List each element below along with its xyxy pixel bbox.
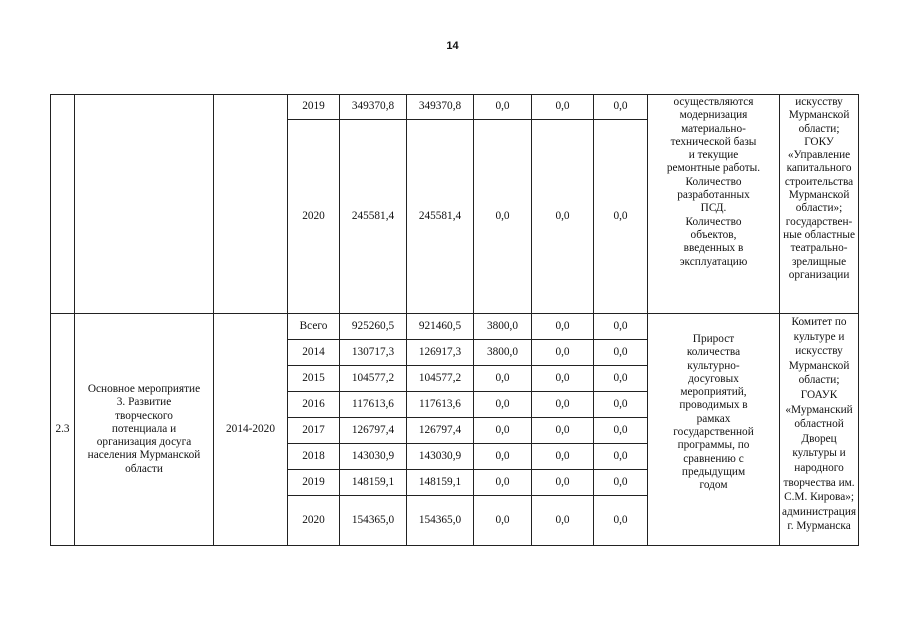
indicator-line: рамках [696, 412, 731, 425]
indicator-line: и текущие [688, 149, 739, 162]
indicator-line: объектов, [690, 228, 737, 241]
indicator-line: культурно- [687, 359, 740, 372]
indicator-cell [648, 95, 780, 314]
executor-line: администрация [782, 505, 857, 518]
activity-name [75, 314, 214, 546]
total-cell: 117613,6 [340, 392, 407, 418]
local-budget-cell: 0,0 [532, 392, 594, 418]
executor-line: культуры и [792, 447, 846, 460]
federal-budget-cell: 0,0 [474, 366, 532, 392]
year-cell: 2015 [288, 366, 340, 392]
indicator-line: осуществляются [673, 96, 754, 108]
regional-budget-cell: 921460,5 [407, 314, 474, 340]
other-sources-cell: 0,0 [594, 444, 648, 470]
total-cell: 148159,1 [340, 470, 407, 496]
federal-budget-cell: 0,0 [474, 444, 532, 470]
executor-line: искусству [795, 96, 843, 108]
indicator-line: материально- [681, 122, 746, 135]
activity-name-line: 3. Развитие [116, 396, 172, 409]
indicator-line: Прирост [692, 333, 735, 345]
federal-budget-cell: 3800,0 [474, 340, 532, 366]
year-cell: 2020 [288, 496, 340, 546]
year-cell: 2014 [288, 340, 340, 366]
federal-budget-cell: 3800,0 [474, 314, 532, 340]
executor-line: «Управление [787, 149, 851, 162]
local-budget-cell: 0,0 [532, 95, 594, 120]
name-cell-empty [75, 95, 214, 314]
indicator-line: государственной [673, 426, 754, 439]
other-sources-cell: 0,0 [594, 470, 648, 496]
activity-name-line: организация досуга [96, 436, 192, 449]
year-cell: 2020 [288, 120, 340, 314]
year-cell: 2016 [288, 392, 340, 418]
indicator-line: ремонтные работы. [666, 162, 761, 175]
executor-line: Мурманской [788, 359, 850, 372]
local-budget-cell: 0,0 [532, 340, 594, 366]
indicator-line: мероприятий, [680, 386, 747, 399]
period-cell-empty [214, 95, 288, 314]
executor-line: строительства [784, 175, 854, 188]
total-cell: 126797,4 [340, 418, 407, 444]
executor-line: области; [798, 374, 840, 387]
indicator-line: эксплуатацию [679, 255, 748, 268]
local-budget-cell: 0,0 [532, 418, 594, 444]
local-budget-cell: 0,0 [532, 120, 594, 314]
executor-line: Мурманской [788, 189, 850, 202]
indicator-line: разработанных [677, 189, 750, 202]
executor-cell [780, 95, 859, 314]
other-sources-cell: 0,0 [594, 120, 648, 314]
regional-budget-cell: 104577,2 [407, 366, 474, 392]
indicator-line: модернизация [679, 109, 748, 122]
executor-line: г. Мурманска [787, 520, 851, 533]
indicator-line: досуговых [688, 372, 739, 385]
other-sources-cell: 0,0 [594, 314, 648, 340]
regional-budget-cell: 349370,8 [407, 95, 474, 120]
executor-line: области; [798, 122, 840, 135]
regional-budget-cell: 126917,3 [407, 340, 474, 366]
regional-budget-cell: 245581,4 [407, 120, 474, 314]
year-cell: 2019 [288, 95, 340, 120]
year-cell: 2019 [288, 470, 340, 496]
indicator-line: программы, по [677, 439, 750, 452]
activity-name-line: населения Мурманской [87, 449, 201, 462]
executor-line: С.М. Кирова»; [784, 491, 854, 504]
table-row [51, 95, 859, 120]
other-sources-cell: 0,0 [594, 496, 648, 546]
year-cell: 2018 [288, 444, 340, 470]
activity-name-line: потенциала и [111, 422, 177, 435]
executor-line: театрально- [790, 242, 848, 255]
executor-line: ные областные [783, 228, 855, 241]
other-sources-cell: 0,0 [594, 95, 648, 120]
indicator-line: Количество [685, 215, 742, 228]
regional-budget-cell: 117613,6 [407, 392, 474, 418]
other-sources-cell: 0,0 [594, 392, 648, 418]
total-cell: 104577,2 [340, 366, 407, 392]
indicator-line: количества [686, 346, 741, 359]
regional-budget-cell: 148159,1 [407, 470, 474, 496]
indicator-line: Количество [685, 175, 742, 188]
executor-line: народного [794, 461, 844, 474]
page-number: 14 [446, 40, 459, 52]
federal-budget-cell: 0,0 [474, 392, 532, 418]
year-cell: 2017 [288, 418, 340, 444]
activity-name-line: творческого [115, 409, 173, 422]
executor-line: культуре и [793, 330, 845, 343]
regional-budget-cell: 126797,4 [407, 418, 474, 444]
executor-line: Дворец [801, 432, 837, 445]
federal-budget-cell: 0,0 [474, 418, 532, 444]
executor-line: Мурманской [788, 109, 850, 122]
executor-line: зрелищные [791, 255, 847, 268]
local-budget-cell: 0,0 [532, 496, 594, 546]
executor-line: организации [788, 268, 850, 281]
total-cell: 130717,3 [340, 340, 407, 366]
executor-line: области»; [795, 202, 843, 215]
indicator-line: введенных в [683, 242, 744, 255]
local-budget-cell: 0,0 [532, 366, 594, 392]
local-budget-cell: 0,0 [532, 444, 594, 470]
federal-budget-cell: 0,0 [474, 496, 532, 546]
year-cell: Всего [288, 314, 340, 340]
executor-line: творчества им. [783, 476, 855, 489]
other-sources-cell: 0,0 [594, 418, 648, 444]
indicator-line: проводимых в [679, 399, 748, 412]
total-cell: 245581,4 [340, 120, 407, 314]
activity-name-line: области [125, 462, 163, 475]
executor-line: «Мурманский [785, 403, 853, 416]
executor-cell [780, 314, 859, 546]
federal-budget-cell: 0,0 [474, 95, 532, 120]
local-budget-cell: 0,0 [532, 470, 594, 496]
number-cell-empty [51, 95, 75, 314]
executor-line: областной [794, 418, 844, 431]
other-sources-cell: 0,0 [594, 340, 648, 366]
executor-line: ГОАУК [800, 388, 838, 401]
activity-name-line: Основное мероприятие [87, 382, 201, 395]
activity-period: 2014-2020 [214, 314, 288, 546]
executor-line: Комитет по [791, 316, 847, 328]
total-cell: 349370,8 [340, 95, 407, 120]
indicator-line: технической базы [670, 135, 757, 148]
federal-budget-cell: 0,0 [474, 120, 532, 314]
indicator-line: годом [699, 479, 728, 492]
executor-line: ГОКУ [804, 135, 834, 148]
executor-line: капитального [786, 162, 852, 175]
total-cell: 143030,9 [340, 444, 407, 470]
local-budget-cell: 0,0 [532, 314, 594, 340]
executor-line: государствен- [785, 215, 853, 228]
indicator-cell [648, 314, 780, 546]
program-table [50, 94, 859, 546]
total-cell: 154365,0 [340, 496, 407, 546]
executor-line: искусству [795, 345, 843, 358]
other-sources-cell: 0,0 [594, 366, 648, 392]
table-row [51, 314, 859, 340]
activity-number: 2.3 [51, 314, 75, 546]
federal-budget-cell: 0,0 [474, 470, 532, 496]
regional-budget-cell: 143030,9 [407, 444, 474, 470]
total-cell: 925260,5 [340, 314, 407, 340]
indicator-line: ПСД. [700, 202, 727, 215]
indicator-line: сравнению с [683, 452, 744, 465]
indicator-line: предыдущим [681, 465, 746, 478]
regional-budget-cell: 154365,0 [407, 496, 474, 546]
